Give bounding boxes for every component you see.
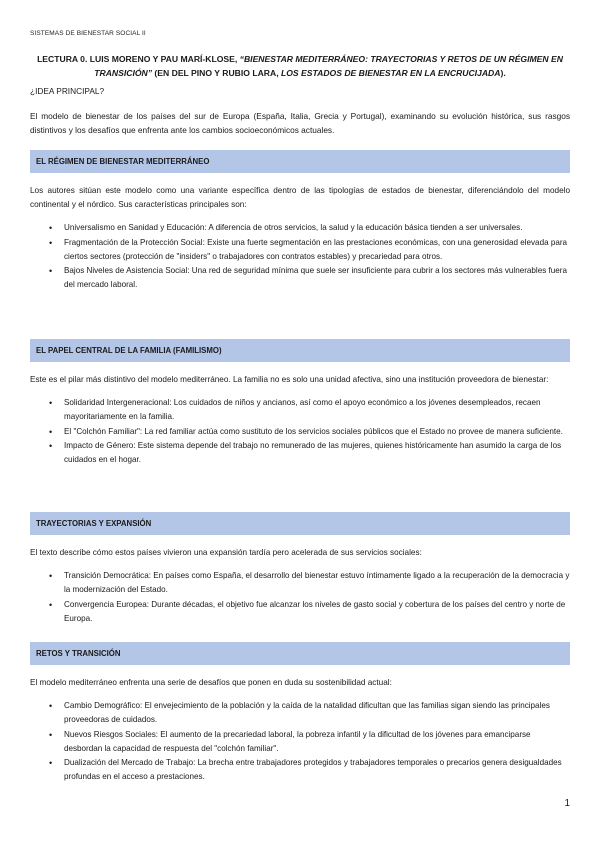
bullet-icon: •: [49, 440, 53, 451]
bullet-icon: •: [49, 237, 53, 248]
list-item-text: Cambio Demográfico: El envejecimiento de la población y la caída de la natalidad dificultan que las familias sigan siendo las principales proveedoras de cuidados.: [64, 701, 550, 725]
lecture-suffix: ).: [500, 68, 506, 78]
main-question: ¿IDEA PRINCIPAL?: [30, 86, 105, 96]
section-paragraph: Este es el pilar más distintivo del modelo mediterráneo. La familia no es solo una unidad afectiva, sino una institución proveedora de bienestar:: [30, 375, 549, 384]
section-trayectorias: [30, 512, 570, 626]
bullet-list: [30, 221, 570, 292]
section-paragraph: Los autores sitúan este modelo como una variante específica dentro de las tipologías de estados de bienestar, diferenciándolo del modelo continental y el nórdico. Sus características principales son:: [30, 186, 570, 210]
list-item-text: Impacto de Género: Este sistema depende del trabajo no remunerado de las mujeres, quienes históricamente han asumido la carga de los cuidados en el hogar.: [64, 440, 562, 465]
list-item: [30, 756, 570, 784]
list-item-text: Dualización del Mercado de Trabajo: La brecha entre trabajadores protegidos y trabajadores temporales o precarios genera desigualdades profundas en el acceso a prestaciones.: [64, 758, 562, 782]
list-item-text: El "Colchón Familiar": La red familiar actúa como sustituto de los servicios sociales públicos que el Estado no provee de manera suficiente.: [64, 426, 563, 436]
section-paragraph: El texto describe cómo estos países vivieron una expansión tardía pero acelerada de sus servicios sociales:: [30, 548, 422, 557]
bullet-list: [30, 396, 570, 467]
lecture-title: [30, 52, 570, 80]
list-item: [30, 699, 570, 727]
list-item: [30, 236, 570, 264]
bullet-icon: •: [49, 571, 53, 582]
list-item: [30, 425, 570, 439]
bullet-icon: •: [49, 398, 53, 409]
list-item-text: Fragmentación de la Protección Social: Existe una fuerte segmentación en las prestaciones económicas, con una generosidad elevada para ciertos sectores (protección de "insiders" o trabajadores con contratos estables) y precariedad para otros.: [64, 237, 568, 261]
book-title: LOS ESTADOS DE BIENESTAR EN LA ENCRUCIJADA: [280, 68, 501, 78]
bullet-icon: •: [49, 426, 53, 437]
list-item: [30, 396, 570, 424]
page-number: 1: [564, 798, 570, 809]
lecture-prefix: LECTURA 0. LUIS MORENO Y PAU MARÍ-KLOSE,: [37, 54, 240, 64]
list-item-text: Universalismo en Sanidad y Educación: A diferencia de otros servicios, la salud y la educación básica tienden a ser universales.: [64, 223, 523, 233]
bullet-icon: •: [49, 266, 53, 277]
section-familia: [30, 339, 570, 467]
section-retos: [30, 642, 570, 784]
section-regimen: [30, 150, 570, 292]
list-item: [30, 728, 570, 756]
list-item: [30, 439, 570, 467]
bullet-icon: •: [49, 758, 53, 769]
section-heading: EL PAPEL CENTRAL DE LA FAMILIA (FAMILISMO): [30, 339, 570, 362]
list-item-text: Convergencia Europea: Durante décadas, el objetivo fue alcanzar los niveles de gasto social y cobertura de los países del centro y norte de Europa.: [64, 599, 566, 623]
section-paragraph: El modelo mediterráneo enfrenta una serie de desafíos que ponen en duda su sostenibilidad actual:: [30, 678, 392, 687]
list-item: [30, 598, 570, 626]
section-heading: RETOS Y TRANSICIÓN: [30, 642, 570, 665]
list-item: [30, 221, 570, 235]
bullet-icon: •: [49, 599, 53, 610]
running-header: SISTEMAS DE BIENESTAR SOCIAL II: [30, 30, 146, 37]
list-item-text: Nuevos Riesgos Sociales: El aumento de la precariedad laboral, la pobreza infantil y la dificultad de los jóvenes para emanciparse desbordan la capacidad de respuesta del "colchón familiar".: [64, 729, 531, 753]
article-title: “BIENESTAR MEDITERRÁNEO: TRAYECTORIAS Y RETOS DE UN RÉGIMEN EN TRANSICIÓN”: [94, 54, 563, 78]
list-item: [30, 264, 570, 292]
lecture-middle: (EN DEL PINO Y RUBIO LARA,: [152, 68, 281, 78]
bullet-list: [30, 699, 570, 784]
section-heading: TRAYECTORIAS Y EXPANSIÓN: [30, 512, 570, 535]
list-item-text: Bajos Niveles de Asistencia Social: Una red de seguridad mínima que suele ser insuficiente para cubrir a los sectores más vulnerables fuera del mercado laboral.: [64, 266, 567, 290]
list-item-text: Transición Democrática: En países como España, el desarrollo del bienestar estuvo íntimamente ligado a la recuperación de la democracia y la modernización del Estado.: [64, 571, 570, 595]
bullet-icon: •: [49, 701, 53, 712]
bullet-icon: •: [49, 223, 53, 234]
list-item: [30, 569, 570, 597]
list-item-text: Solidaridad Intergeneracional: Los cuidados de niños y ancianos, así como el apoyo económico a los jóvenes desempleados, recaen mayoritariamente en la familia.: [64, 398, 541, 422]
section-heading: EL RÉGIMEN DE BIENESTAR MEDITERRÁNEO: [30, 150, 570, 173]
bullet-list: [30, 569, 570, 626]
bullet-icon: •: [49, 729, 53, 740]
intro-paragraph: El modelo de bienestar de los países del sur de Europa (España, Italia, Grecia y Portugal), examinando su evolución histórica, sus rasgos distintivos y los desafíos que enfrenta ante los cambios socioeconómicos actuales.: [30, 111, 570, 136]
